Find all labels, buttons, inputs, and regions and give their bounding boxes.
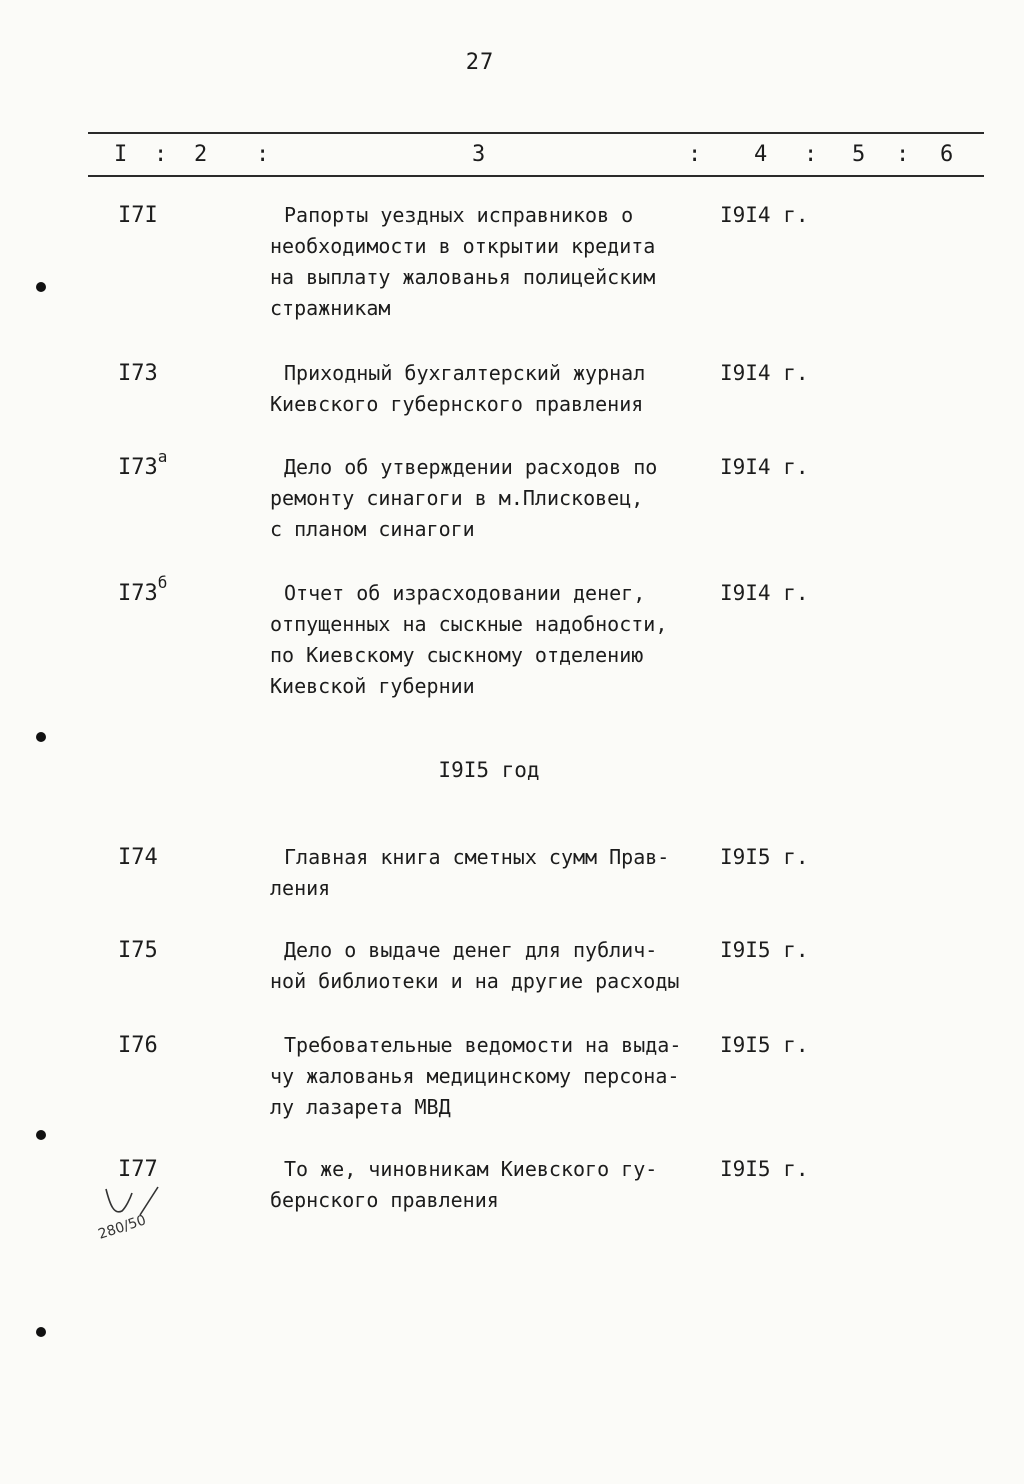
- header-separator: :: [256, 142, 270, 167]
- entry-number: I75: [118, 938, 158, 963]
- entry-title: Требовательные ведомости на выда- чу жалованья медицинскому персона- лу лазарета МВД: [270, 1033, 682, 1119]
- page-number: 27: [465, 50, 495, 75]
- header-separator: :: [154, 142, 168, 167]
- entry-title: Рапорты уездных исправников о необходимости в открытии кредита на выплату жалованья полицейским стражникам: [270, 203, 656, 320]
- entry-year: I9I4 г.: [720, 361, 809, 385]
- header-rule-bottom: [88, 175, 984, 177]
- entry-number: I77: [118, 1157, 158, 1182]
- header-separator: :: [688, 142, 702, 167]
- header-col-4: 4: [754, 142, 768, 167]
- entry-number: I76: [118, 1033, 158, 1058]
- entry-number: $I73^б$: [118, 573, 168, 606]
- header-separator: :: [804, 142, 818, 167]
- entry-title: То же, чиновникам Киевского гу- бернского правления: [270, 1157, 658, 1212]
- handwritten-checkmark: [106, 1189, 132, 1212]
- header-col-1: I: [114, 142, 128, 167]
- entry-title: Дело о выдаче денег для публич- ной библиотеки и на другие расходы: [270, 938, 680, 993]
- header-col-3: 3: [472, 142, 486, 167]
- punch-hole: [36, 282, 46, 292]
- punch-hole: [36, 732, 46, 742]
- entry-number: I74: [118, 845, 158, 870]
- entry-year: I9I4 г.: [720, 203, 809, 227]
- header-col-5: 5: [852, 142, 866, 167]
- entry-title: Главная книга сметных сумм Прав- ления: [270, 845, 670, 900]
- entry-title: Отчет об израсходовании денег, отпущенных на сыскные надобности, по Киевскому сыскному отделению Киевской губернии: [270, 581, 668, 698]
- handwritten-count: 280/50: [96, 1212, 149, 1243]
- entry-year: I9I5 г.: [720, 938, 809, 962]
- section-heading-year: I9I5 год: [438, 758, 540, 782]
- header-col-2: 2: [194, 142, 208, 167]
- header-separator: :: [896, 142, 910, 167]
- punch-hole: [36, 1130, 46, 1140]
- entry-number: $I73^а$: [118, 447, 168, 480]
- handwritten-note: [96, 1165, 196, 1245]
- header-rule-top: [88, 132, 984, 134]
- entry-number: I7I: [118, 203, 158, 228]
- entry-year: I9I5 г.: [720, 1157, 809, 1181]
- entry-year: I9I5 г.: [720, 1033, 809, 1057]
- handwritten-slash: [140, 1187, 158, 1215]
- entry-year: I9I4 г.: [720, 455, 809, 479]
- entry-year: I9I5 г.: [720, 845, 809, 869]
- entry-number: I73: [118, 361, 158, 386]
- entry-title: Дело об утверждении расходов по ремонту синагоги в м.Плисковец, с планом синагоги: [270, 455, 658, 541]
- punch-hole: [36, 1327, 46, 1337]
- entry-title: Приходный бухгалтерский журнал Киевского губернского правления: [270, 361, 646, 416]
- entry-year: I9I4 г.: [720, 581, 809, 605]
- header-col-6: 6: [940, 142, 954, 167]
